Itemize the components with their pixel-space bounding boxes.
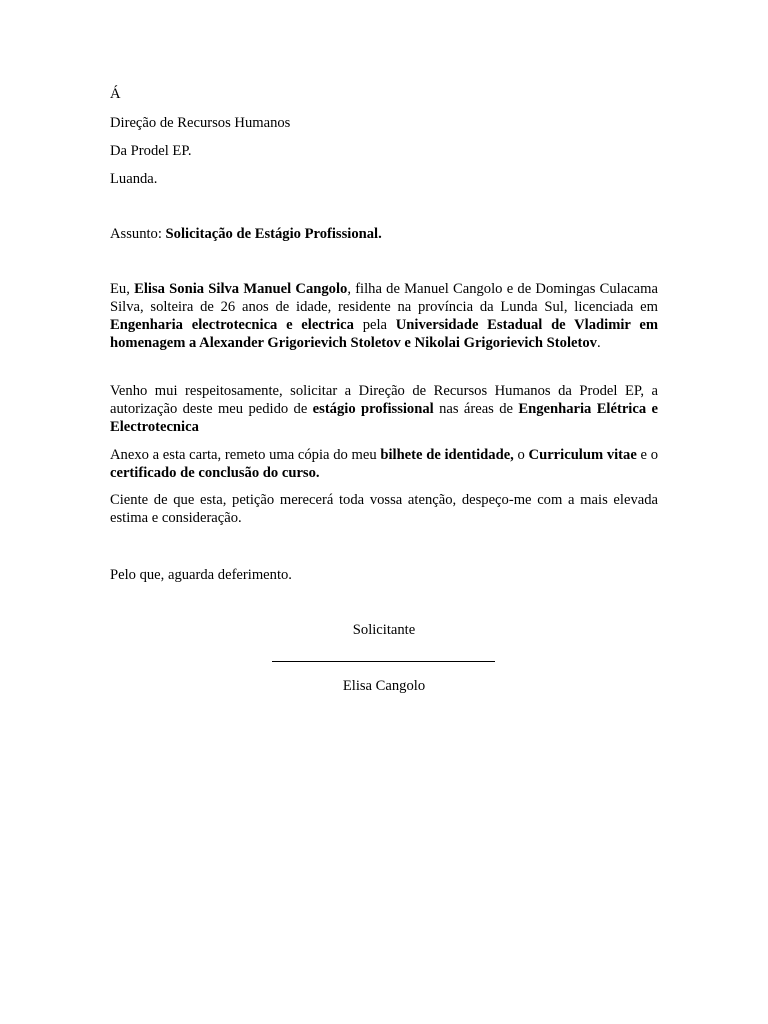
recipient-city: Luanda. xyxy=(110,171,158,187)
p1-text-4: . xyxy=(596,335,601,351)
applicant-name: Elisa Sonia Silva Manuel Cangolo xyxy=(134,281,348,297)
subject-text: Solicitação de Estágio Profissional. xyxy=(165,226,382,242)
request-areas: Engenharia Elétrica e Electrotecnica xyxy=(110,401,658,435)
signature-name: Elisa Cangolo xyxy=(342,678,426,694)
p3-text-3: e o xyxy=(636,447,659,463)
salutation: Á xyxy=(110,86,121,102)
subject-label: Assunto: xyxy=(110,226,166,242)
paragraph-farewell: Ciente de que esta, petição merecerá toda vossa atenção, despeço-me com a mais elevada estima e consideração. xyxy=(110,492,658,526)
paragraph-request xyxy=(110,382,658,436)
p1-text-3: pela xyxy=(353,317,396,333)
signature-line xyxy=(272,661,495,662)
paragraph-identification xyxy=(110,280,658,352)
closing-line: Pelo que, aguarda deferimento. xyxy=(110,567,292,583)
p3-text-1: Anexo a esta carta, remeto uma cópia do meu xyxy=(110,447,381,463)
p1-text-2: , filha de Manuel Cangolo e de Domingas Culacama Silva, solteira de 26 anos de idade, residente na província da Lunda Sul, licenciada em xyxy=(110,281,658,315)
p2-text-1: Venho mui respeitosamente, solicitar a Direção de Recursos Humanos da Prodel EP, a autorização deste meu pedido de xyxy=(110,383,658,417)
p3-text-2: o xyxy=(513,447,529,463)
recipient-company: Da Prodel EP. xyxy=(110,143,192,159)
subject-line xyxy=(110,225,382,243)
attachment-cv: Curriculum vitae xyxy=(528,447,637,463)
attachment-certificate: certificado de conclusão do curso. xyxy=(110,465,320,481)
university-name: Universidade Estadual de Vladimir em homenagem a Alexander Grigorievich Stoletov e Nikolai Grigorievich Stoletov xyxy=(110,317,658,351)
request-type: estágio profissional xyxy=(312,401,434,417)
attachment-id: bilhete de identidade, xyxy=(380,447,514,463)
recipient-department: Direção de Recursos Humanos xyxy=(110,115,291,131)
p1-text-1: Eu, xyxy=(110,281,135,297)
paragraph-attachments xyxy=(110,446,658,482)
degree-name: Engenharia electrotecnica e electrica xyxy=(110,317,354,333)
p2-text-2: nas áreas de xyxy=(433,401,519,417)
signature-label: Solicitante xyxy=(352,622,416,638)
